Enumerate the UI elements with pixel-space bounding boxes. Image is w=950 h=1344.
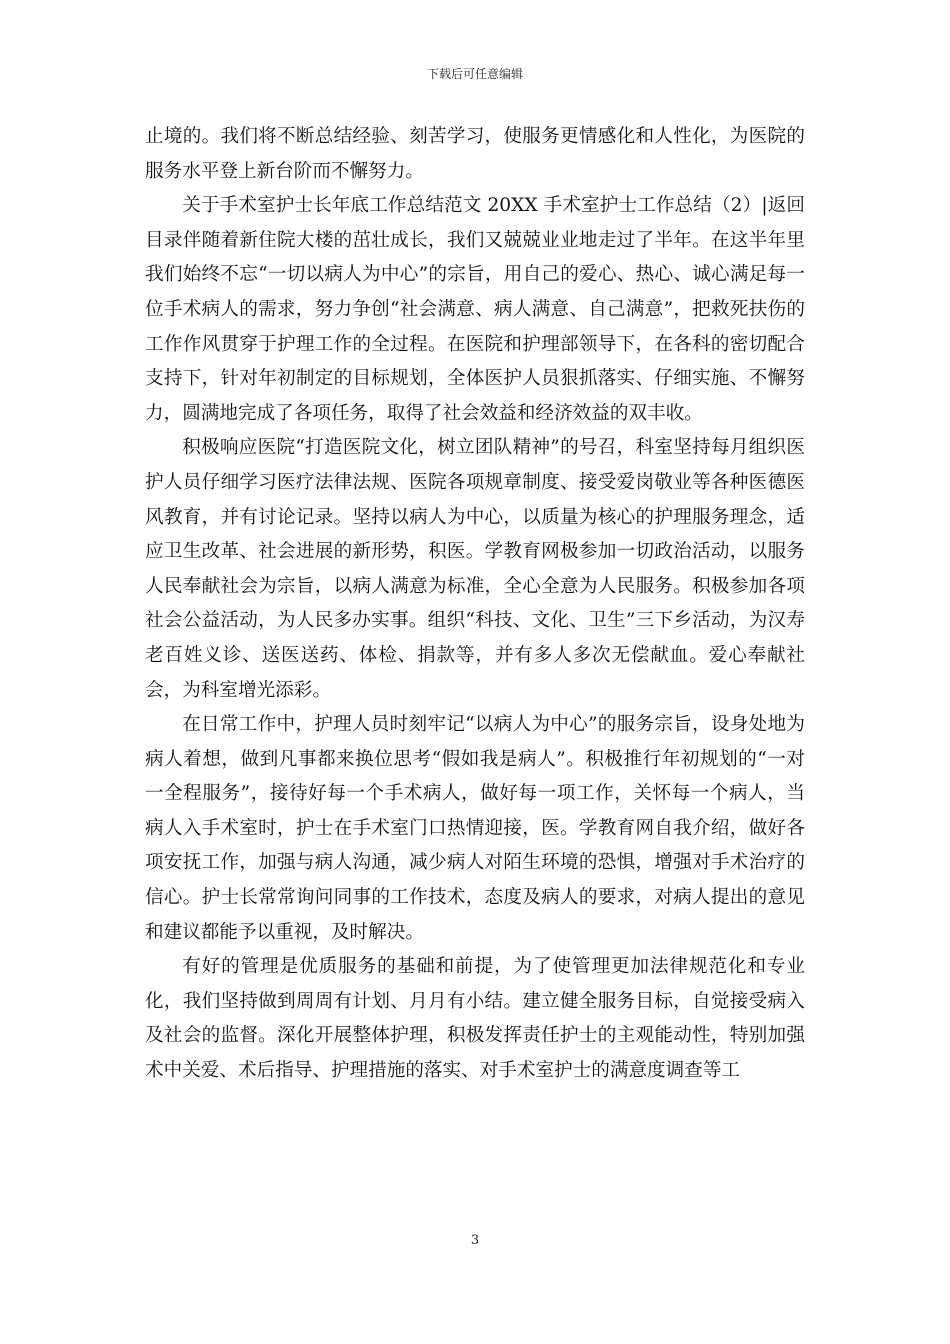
paragraph: 在日常工作中，护理人员时刻牢记“以病人为中心”的服务宗旨，设身处地为病人着想，做到凡事都来换位思考“假如我是病人”。积极推行年初规划的“一对一全程服务”，接待好每一个手术病人，做好每一项工作，关怀每一个病人，当病人入手术室时，护士在手术室门口热情迎接，医。学教育网自我介绍，做好各项安抚工作，加强与病人沟通，减少病人对陌生环境的恐惧，增强对手术治疗的信心。护士长常常询问同事的工作技术，态度及病人的要求，对病人提出的意见和建议都能予以重视，及时解决。: [145, 714, 805, 943]
document-body: [145, 120, 805, 1089]
paragraph: 有好的管理是优质服务的基础和前提，为了使管理更加法律规范化和专业化，我们坚持做到周周有计划、月月有小结。建立健全服务目标，自觉接受病入及社会的监督。深化开展整体护理，积极发挥责任护士的主观能动性，特别加强术中关爱、术后指导、护理措施的落实、对手术室护士的满意度调查等工: [145, 956, 805, 1082]
paragraph: 积极响应医院“打造医院文化，树立团队精神”的号召，科室坚持每月组织医护人员仔细学习医疗法律法规、医院各项规章制度、接受爱岗敬业等各种医德医风教育，并有讨论记录。坚持以病人为中心，以质量为核心的护理服务理念，适应卫生改革、社会进展的新形势，积医。学教育网极参加一切政治活动，以服务人民奉献社会为宗旨，以病人满意为标准，全心全意为人民服务。积极参加各项社会公益活动，为人民多办实事。组织“科技、文化、卫生”三下乡活动，为汉寿老百姓义诊、送医送药、体检、捐款等，并有多人多次无偿献血。爱心奉献社会，为科室增光添彩。: [145, 437, 805, 701]
page-header: 下载后可任意编辑: [426, 67, 523, 81]
page-number: 3: [470, 1233, 480, 1248]
paragraph: 止境的。我们将不断总结经验、刻苦学习，使服务更情感化和人性化，为医院的服务水平登上新台阶而不懈努力。: [145, 126, 805, 182]
paragraph: 关于手术室护士长年底工作总结范文 20XX 手术室护士工作总结（2）|返回目录伴随着新住院大楼的茁壮成长，我们又兢兢业业地走过了半年。在这半年里我们始终不忘“一切以病人为中心”的宗旨，用自己的爱心、热心、诚心满足每一位手术病人的需求，努力争创“社会满意、病人满意、自己满意”，把救死扶伤的工作作风贯穿于护理工作的全过程。在医院和护理部领导下，在各科的密切配合支持下，针对年初制定的目标规划，全体医护人员狠抓落实、仔细实施、不懈努力，圆满地完成了各项任务，取得了社会效益和经济效益的双丰收。: [145, 195, 805, 424]
